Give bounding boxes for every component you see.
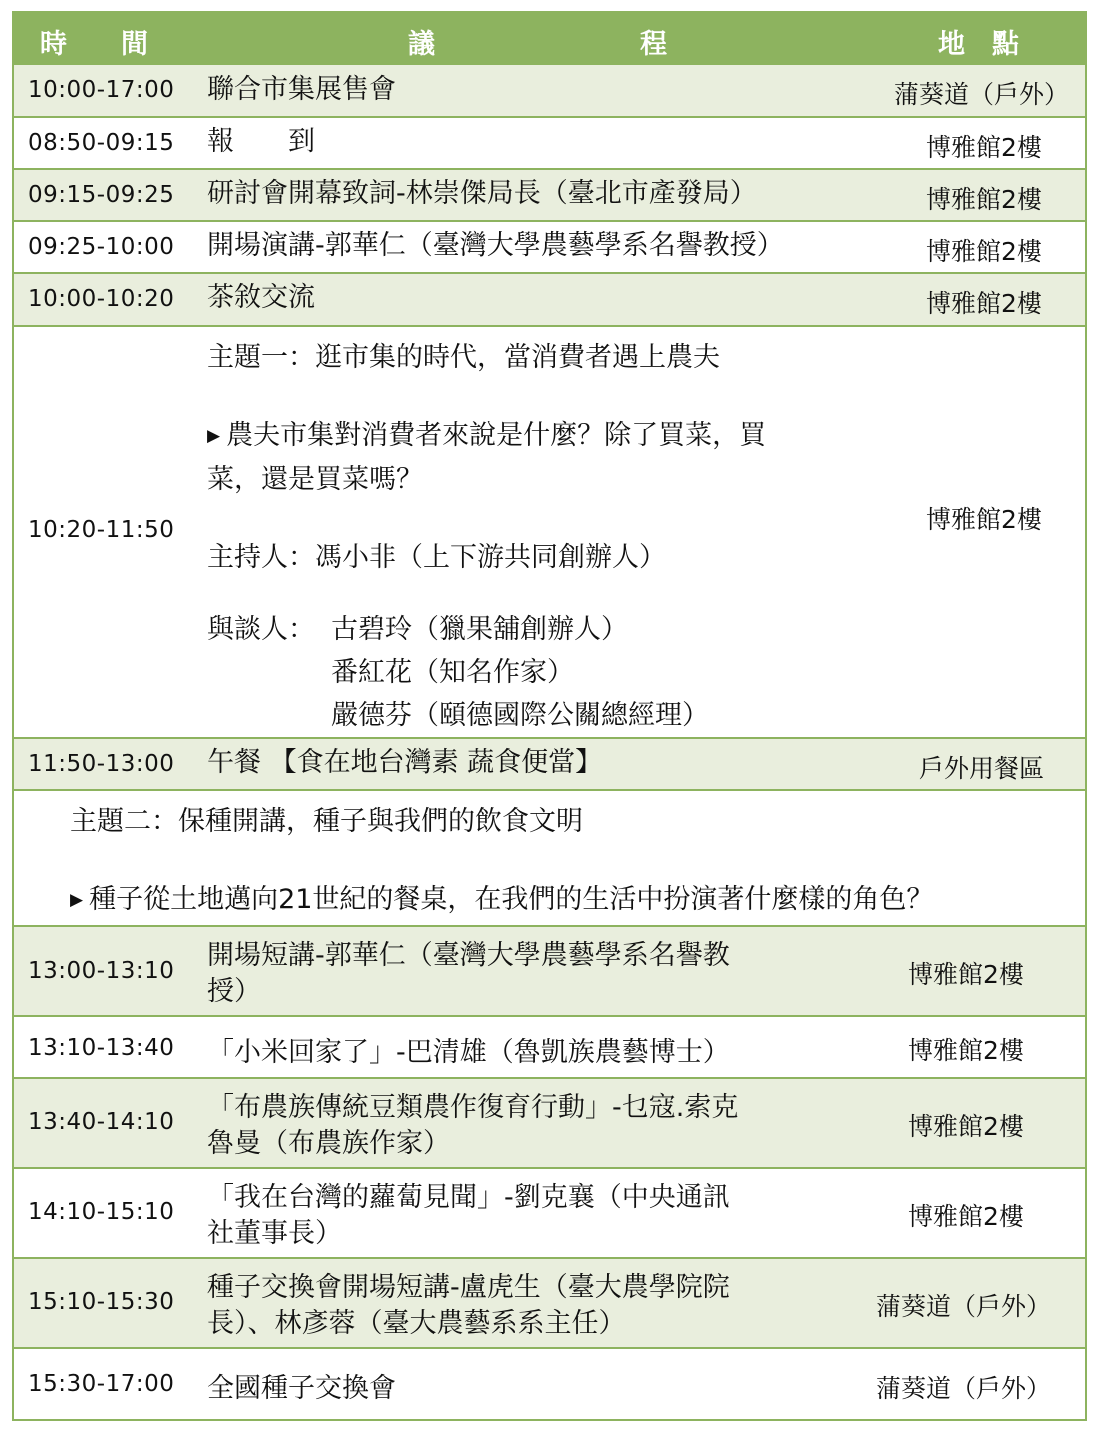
table-header [14, 13, 1085, 65]
table-row [14, 927, 1085, 1017]
row-location: 戶外用餐區 [919, 754, 1045, 783]
row-agenda-line2: 授） [207, 976, 261, 1007]
row-time: 09:25-10:00 [28, 234, 175, 260]
header-agenda-left: 議 [408, 29, 435, 60]
row-time: 15:10-15:30 [28, 1289, 175, 1315]
lunch-row [14, 739, 1085, 791]
session-two-row [14, 791, 1085, 927]
row-location: 博雅館2樓 [908, 1036, 1024, 1065]
row-location: 博雅館2樓 [926, 185, 1042, 214]
table-row [14, 65, 1085, 118]
row-time: 09:15-09:25 [28, 182, 175, 208]
row-time: 10:20-11:50 [28, 517, 175, 543]
row-agenda-line2: 魯曼（布農族作家） [207, 1128, 450, 1159]
row-time: 11:50-13:00 [28, 751, 175, 777]
row-time: 14:10-15:10 [28, 1199, 175, 1225]
row-location: 蒲葵道（戶外） [876, 1292, 1052, 1321]
row-agenda-line1: 全國種子交換會 [207, 1373, 396, 1404]
row-location: 博雅館2樓 [908, 960, 1024, 989]
table-row [14, 118, 1085, 170]
row-location: 博雅館2樓 [926, 289, 1042, 318]
row-agenda-line1: 「布農族傳統豆類農作復育行動」-乜寇.索克 [207, 1092, 739, 1123]
schedule-table [12, 11, 1087, 1421]
row-agenda: 開場演講-郭華仁（臺灣大學農藝學系名譽教授） [207, 230, 784, 261]
session-one-theme: 主題一：逛市集的時代，當消費者遇上農夫 [207, 342, 720, 373]
triangle-bullet-icon: ▶ [70, 890, 84, 910]
session-one-question-line1: ▶ 農夫市集對消費者來說是什麼？除了買菜，買 [207, 420, 767, 451]
panel-label: 與談人： [207, 614, 315, 645]
session-one-row [14, 327, 1085, 739]
header-time: 時 間 [40, 29, 148, 60]
row-location: 博雅館2樓 [908, 1112, 1024, 1141]
table-row [14, 1169, 1085, 1259]
row-agenda: 研討會開幕致詞-林崇傑局長（臺北市產發局） [207, 178, 757, 209]
row-agenda-line2: 社董事長） [207, 1218, 342, 1249]
row-time: 15:30-17:00 [28, 1371, 175, 1397]
header-agenda-right: 程 [640, 29, 667, 60]
table-row [14, 1017, 1085, 1079]
table-row [14, 1079, 1085, 1169]
row-time: 13:10-13:40 [28, 1035, 175, 1061]
panelist: 古碧玲（獵果舖創辦人） [331, 614, 628, 645]
header-location: 地 點 [938, 29, 1019, 60]
row-agenda-line2: 長）、林彥蓉（臺大農藝系系主任） [207, 1308, 626, 1339]
triangle-bullet-icon: ▶ [207, 426, 221, 446]
row-time: 13:00-13:10 [28, 958, 175, 984]
table-row [14, 170, 1085, 222]
row-agenda-line1: 開場短講-郭華仁（臺灣大學農藝學系名譽教 [207, 940, 730, 971]
row-location: 博雅館2樓 [926, 237, 1042, 266]
session-two-theme: 主題二：保種開講，種子與我們的飲食文明 [70, 806, 583, 837]
session-one-question-line2: 菜，還是買菜嗎？ [207, 464, 423, 495]
row-time: 13:40-14:10 [28, 1109, 175, 1135]
row-agenda: 午餐 【食在地台灣素 蔬食便當】 [207, 747, 603, 778]
row-agenda: 報 到 [207, 126, 315, 157]
row-agenda-line1: 種子交換會開場短講-盧虎生（臺大農學院院 [207, 1272, 730, 1303]
row-location: 蒲葵道（戶外） [894, 80, 1070, 109]
table-row [14, 1259, 1085, 1349]
row-agenda-line1: 「我在台灣的蘿蔔見聞」-劉克襄（中央通訊 [207, 1182, 730, 1213]
row-location: 博雅館2樓 [908, 1202, 1024, 1231]
panelist: 番紅花（知名作家） [331, 657, 574, 688]
row-time: 10:00-10:20 [28, 286, 175, 312]
row-time: 08:50-09:15 [28, 130, 175, 156]
row-location: 博雅館2樓 [926, 133, 1042, 162]
panelist: 嚴德芬（頤德國際公關總經理） [331, 700, 709, 731]
row-agenda: 聯合市集展售會 [207, 74, 396, 105]
table-row [14, 222, 1085, 274]
session-one-host: 主持人：馮小非（上下游共同創辦人） [207, 542, 666, 573]
row-agenda: 茶敘交流 [207, 282, 315, 313]
table-row [14, 1349, 1085, 1419]
row-location: 博雅館2樓 [926, 505, 1042, 534]
row-location: 蒲葵道（戶外） [876, 1374, 1052, 1403]
row-time: 10:00-17:00 [28, 77, 175, 103]
table-row [14, 274, 1085, 327]
row-agenda-line1: 「小米回家了」-巴清雄（魯凱族農藝博士） [207, 1037, 730, 1068]
session-two-question: ▶ 種子從土地邁向21世紀的餐桌，在我們的生活中扮演著什麼樣的角色？ [70, 884, 934, 915]
